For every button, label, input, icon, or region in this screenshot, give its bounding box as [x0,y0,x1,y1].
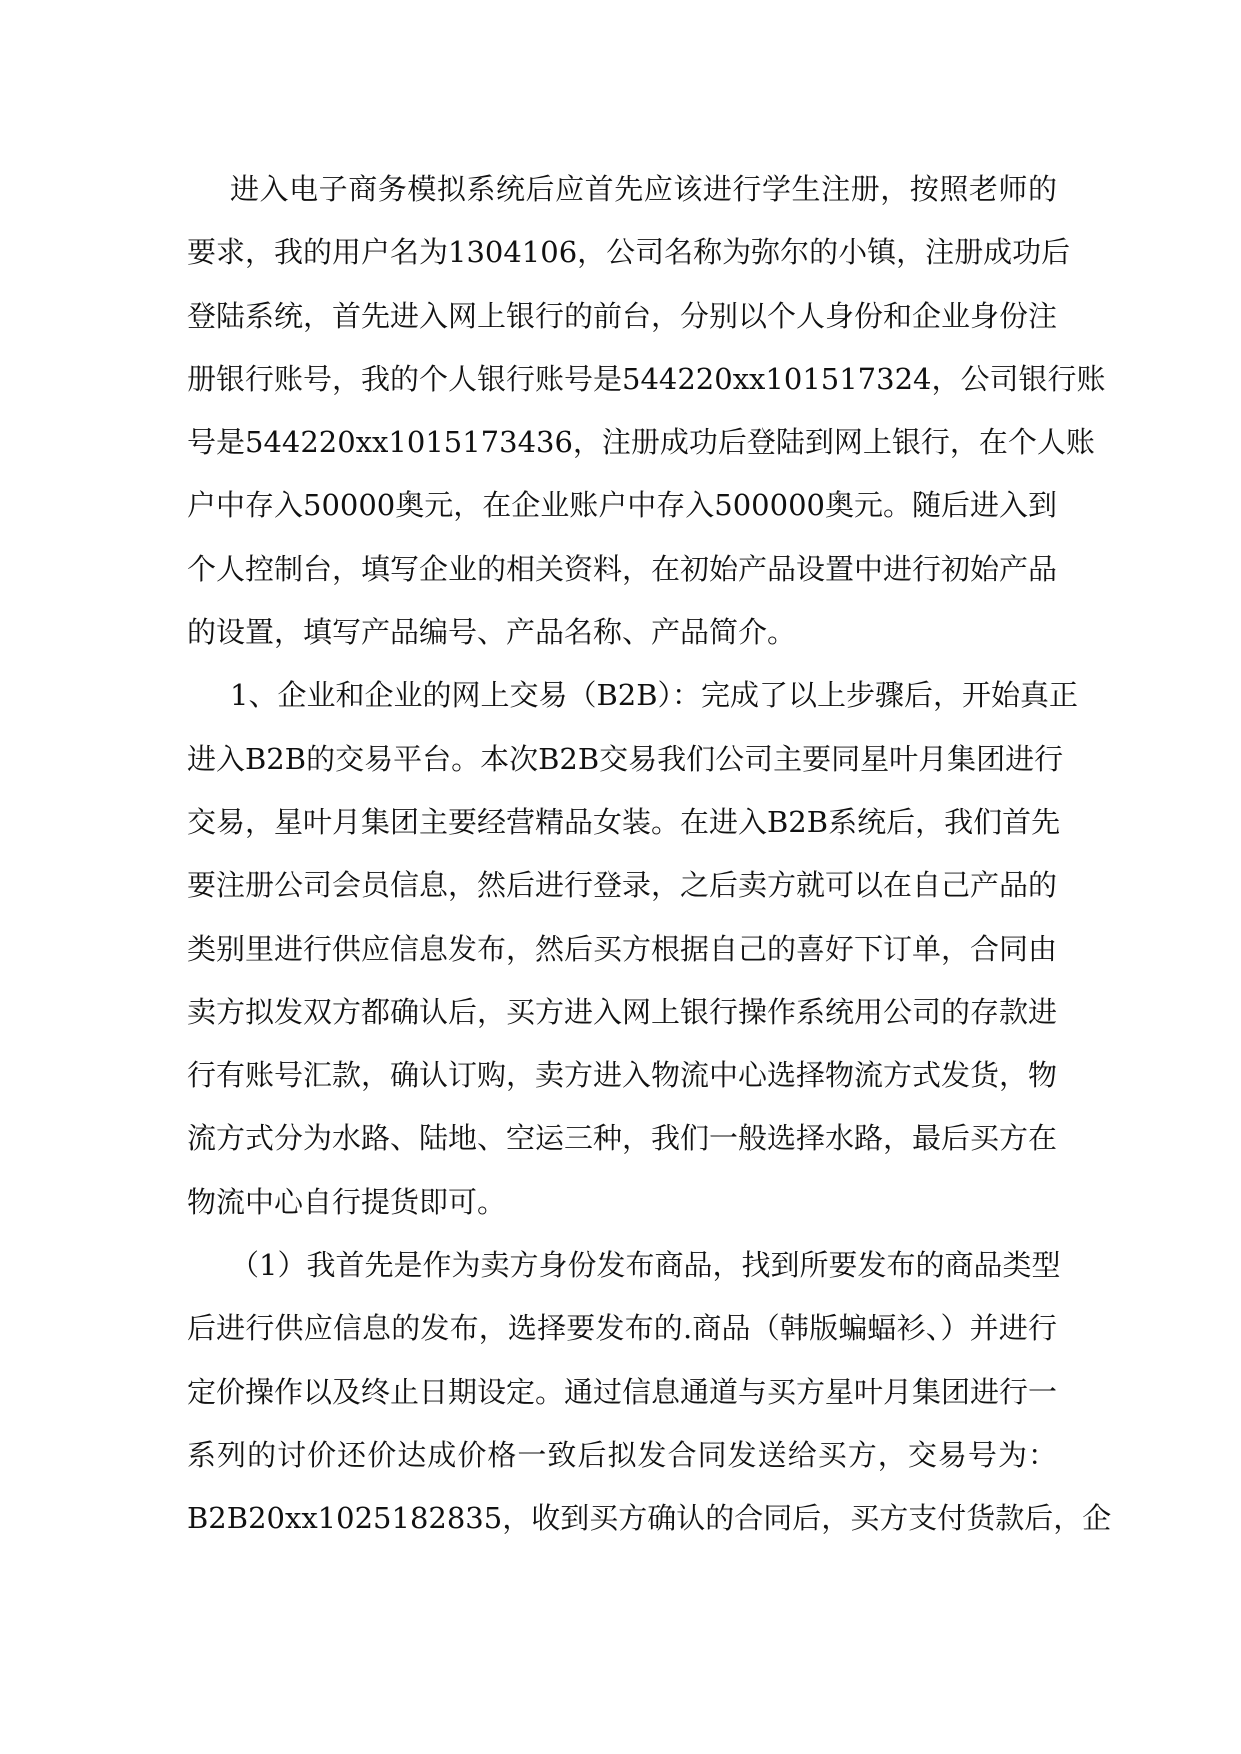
text-line: 1、企业和企业的网上交易（B2B）：完成了以上步骤后，开始真正 [230,678,1079,713]
text-line: 进入B2B的交易平台。本次B2B交易我们公司主要同星叶月集团进行 [187,741,1064,776]
text-line: 号是544220xx1015173436，注册成功后登陆到网上银行，在个人账 [187,425,1095,460]
text-line: 的设置，填写产品编号、产品名称、产品简介。 [187,615,797,650]
text-line: 要求，我的用户名为1304106，公司名称为弥尔的小镇，注册成功后 [187,235,1071,270]
text-line: 个人控制台，填写企业的相关资料，在初始产品设置中进行初始产品 [187,551,1058,586]
text-line: 流方式分为水路、陆地、空运三种，我们一般选择水路，最后买方在 [187,1121,1058,1156]
text-line: 定价操作以及终止日期设定。通过信息通道与买方星叶月集团进行一 [187,1374,1058,1409]
text-line: 行有账号汇款，确认订购，卖方进入物流中心选择物流方式发货，物 [187,1058,1058,1093]
text-line: 要注册公司会员信息，然后进行登录，之后卖方就可以在自己产品的 [187,868,1058,903]
body-text [187,158,1112,1551]
text-line: 后进行供应信息的发布，选择要发布的.商品（韩版蝙蝠衫、）并进行 [187,1311,1057,1346]
text-line: 交易，星叶月集团主要经营精品女装。在进入B2B系统后，我们首先 [187,804,1061,839]
text-line: 册银行账号，我的个人银行账号是544220xx101517324，公司银行账 [187,361,1106,396]
text-line: 进入电子商务模拟系统后应首先应该进行学生注册，按照老师的 [230,172,1057,206]
text-line: 物流中心自行提货即可。 [187,1184,507,1219]
text-line: B2B20xx1025182835，收到买方确认的合同后，买方支付货款后，企 [187,1501,1112,1536]
text-line: 卖方拟发双方都确认后，买方进入网上银行操作系统用公司的存款进 [187,994,1058,1029]
text-line: （1）我首先是作为卖方身份发布商品，找到所要发布的商品类型 [230,1248,1061,1283]
text-line: 系列的讨价还价达成价格一致后拟发合同发送给买方，交易号为： [187,1437,1057,1472]
text-line: 户中存入50000奥元，在企业账户中存入500000奥元。随后进入到 [187,488,1057,523]
text-line: 类别里进行供应信息发布，然后买方根据自己的喜好下订单，合同由 [187,931,1058,966]
text-line: 登陆系统，首先进入网上银行的前台，分别以个人身份和企业身份注 [187,298,1058,333]
